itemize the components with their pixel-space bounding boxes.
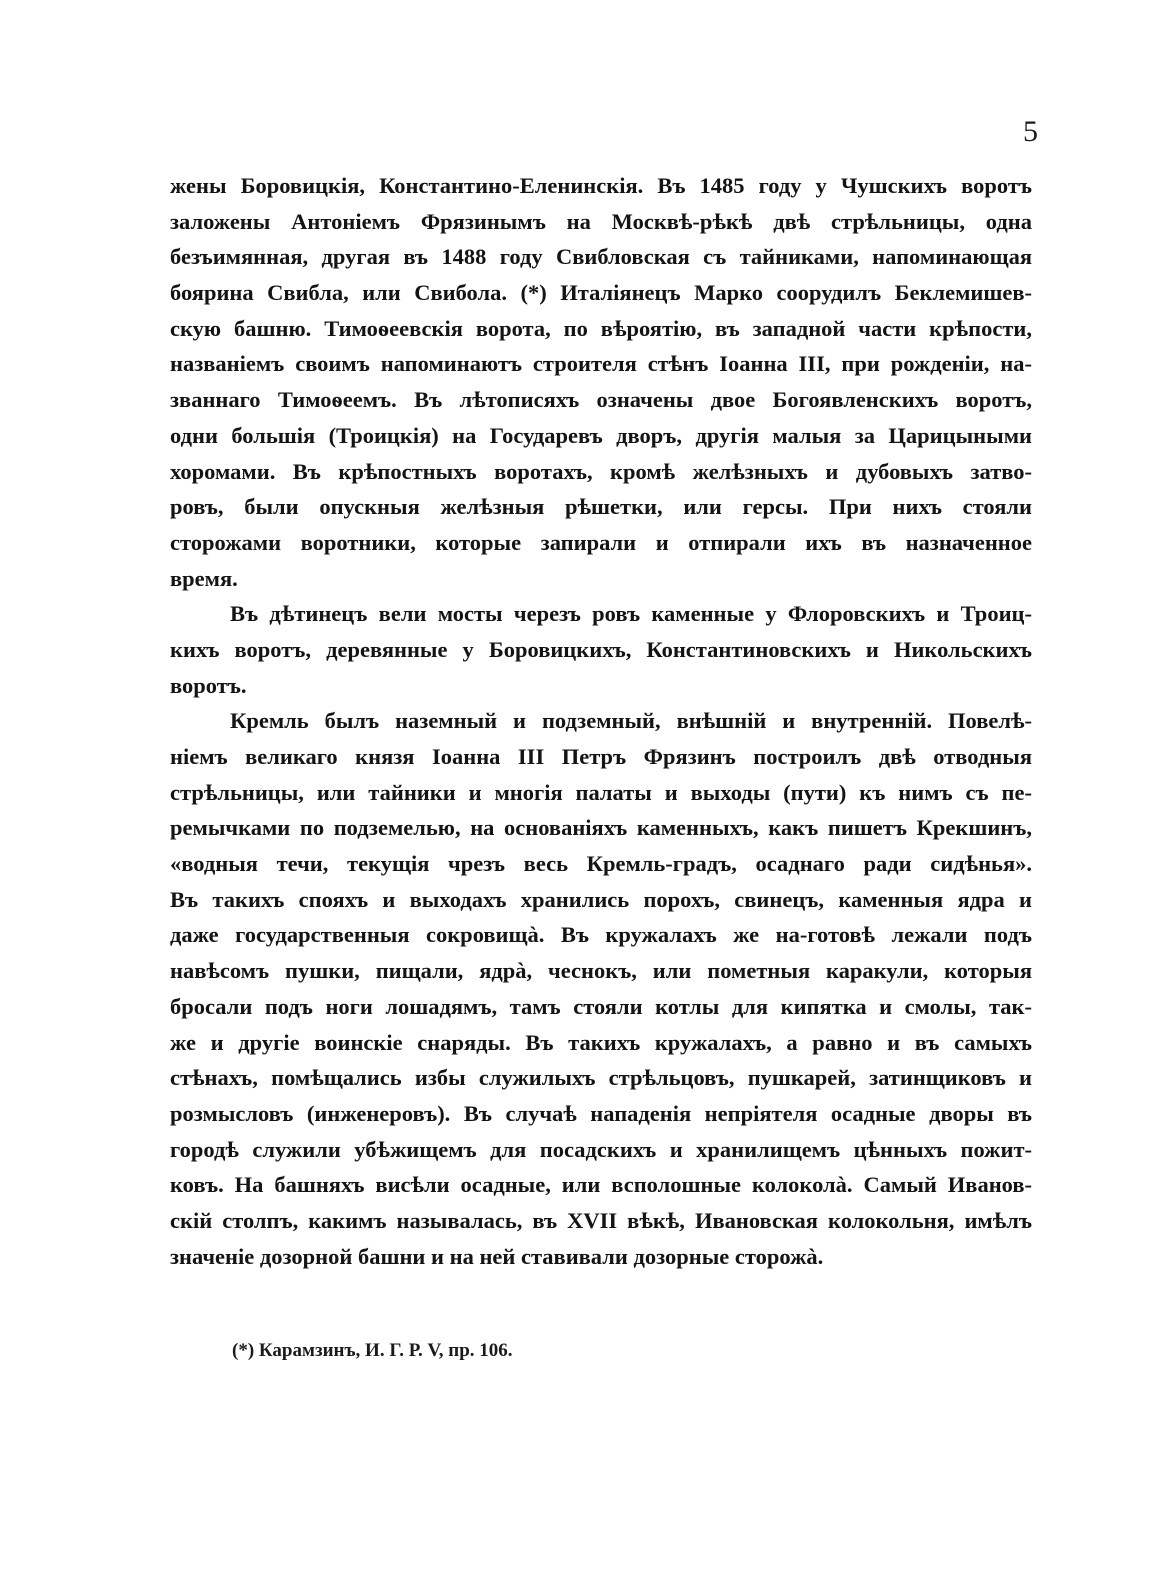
text-line: одни большiя (Троицкiя) на Государевъ дворъ, другiя малыя за Царицыными [170,422,1032,448]
text-line: жены Боровицкiя, Константино-Еленинскiя. Въ 1485 году у Чушскихъ воротъ [170,173,1032,198]
text-line: заложены Антонiемъ Фрязинымъ на Москвѣ-рѣкѣ двѣ стрѣльницы, одна [170,208,1032,234]
page-number: 5 [1023,115,1038,148]
text-line: бросали подъ ноги лошадямъ, тамъ стояли котлы для кипятка и смолы, так- [170,993,1032,1019]
text-line: стрѣльницы, или тайники и многiя палаты и выходы (пути) къ нимъ съ пе- [170,779,1032,805]
text-line: розмысловъ (инженеровъ). Въ случаѣ нападенiя непрiятеля осадные дворы въ [170,1100,1032,1126]
text-line: стѣнахъ, помѣщались избы служилыхъ стрѣльцовъ, пушкарей, затинщиковъ и [170,1065,1032,1091]
footnote: (*) Карамзинъ, И. Г. Р. V, пр. 106. [232,1340,513,1361]
text-line: Кремль былъ наземный и подземный, внѣшнiй и внутреннiй. Повелѣ- [230,708,1032,734]
text-line: хоромами. Въ крѣпостныхъ воротахъ, кромѣ желѣзныхъ и дубовыхъ затво- [170,458,1032,484]
text-line: воротъ. [170,672,247,698]
text-line: «водныя течи, текущiя чрезъ весь Кремль-градъ, осаднаго ради сидѣнья». [170,851,1032,877]
text-line: значенiе дозорной башни и на ней ставивали дозорные сторожà. [170,1243,824,1269]
body-text [170,168,1032,1274]
text-line: навѣсомъ пушки, пищали, ядрà, чеснокъ, или пометныя каракули, которыя [170,958,1032,984]
text-line: скiй столпъ, какимъ называлась, въ XVII вѣкѣ, Ивановская колокольня, имѣлъ [170,1207,1032,1233]
text-line: Въ дѣтинецъ вели мосты черезъ ровъ каменные у Флоровскихъ и Троиц- [230,601,1032,627]
text-line: сторожами воротники, которые запирали и отпирали ихъ въ назначенное [170,529,1032,555]
text-line: Въ такихъ спояхъ и выходахъ хранились порохъ, свинецъ, каменныя ядра и [170,886,1032,912]
text-line: боярина Свибла, или Свибола. (*) Италiянецъ Марко соорудилъ Беклемишев- [170,280,1032,306]
text-line: кихъ воротъ, деревянные у Боровицкихъ, Константиновскихъ и Никольскихъ [170,636,1032,662]
text-line: нiемъ великаго князя Iоанна III Петръ Фрязинъ построилъ двѣ отводныя [170,744,1032,769]
text-line: скую башню. Тимоѳеевскiя ворота, по вѣроятiю, въ западной части крѣпости, [170,315,1032,341]
text-line: ровъ, были опускныя желѣзныя рѣшетки, или герсы. При нихъ стояли [170,494,1032,520]
text-line: городѣ служили убѣжищемъ для посадскихъ и хранилищемъ цѣнныхъ пожит- [170,1136,1032,1162]
text-line: же и другiе воинскiе снаряды. Въ такихъ кружалахъ, а равно и въ самыхъ [170,1029,1032,1055]
text-line: ковъ. На башняхъ висѣли осадные, или всполошные колоколà. Самый Иванов- [170,1172,1032,1198]
text-line: званнаго Тимоѳеемъ. Въ лѣтописяхъ означены двое Богоявленскихъ воротъ, [170,387,1032,413]
text-line: даже государственныя сокровищà. Въ кружалахъ же на-готовѣ лежали подъ [170,922,1032,948]
text-line: ремычками по подземелью, на основанiяхъ каменныхъ, какъ пишетъ Крекшинъ, [170,815,1032,841]
text-line: время. [170,565,238,591]
text-line: названiемъ своимъ напоминаютъ строителя стѣнъ Iоанна III, при рожденiи, на- [170,351,1032,377]
text-line: безъимянная, другая въ 1488 году Свибловская съ тайниками, напоминающая [170,244,1032,270]
